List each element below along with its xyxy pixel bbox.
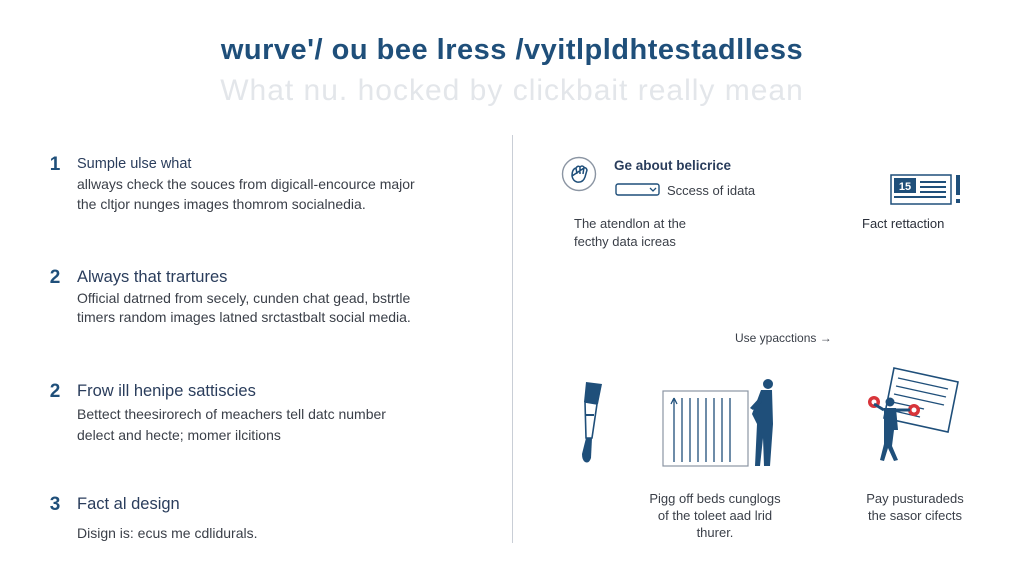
vertical-divider	[512, 135, 513, 543]
caption-line: thurer.	[696, 525, 734, 540]
step-2	[44, 267, 484, 327]
fact-badge-text: 15	[898, 181, 912, 193]
step-text: allways check the souces from digicall-encource major	[77, 176, 415, 192]
step-text: timers random images latned srctastbalt social media.	[77, 309, 411, 325]
bottle-icon	[572, 378, 606, 466]
caption-line: Pay pusturadeds	[866, 491, 964, 506]
caption-line: the sasor cifects	[868, 508, 962, 523]
step-text: Bettect theesirorech of meachers tell datc number	[77, 406, 386, 422]
caption-middle	[640, 491, 790, 540]
step-text: delect and hecte; momer ilcitions	[77, 427, 281, 443]
step-heading: Always that trartures	[77, 268, 228, 286]
hand-icon	[561, 156, 597, 192]
step-number: 3	[49, 494, 61, 515]
step-heading: Sumple ulse what	[77, 156, 192, 172]
dropdown-control[interactable]	[615, 183, 659, 195]
dropdown-icon	[615, 183, 661, 197]
page-title: wurve'/ ou bee lress /vyitlpldhtestadlless	[220, 34, 804, 66]
person-paper-illustration	[864, 364, 960, 464]
attention-text: The atendlon at the	[574, 216, 687, 231]
step-text: Disign is: ecus me cdlidurals.	[77, 525, 258, 541]
fact-label: Fact rettaction	[862, 216, 945, 231]
caption-line: of the toleet aad lrid	[657, 508, 773, 523]
step-text: Official datrned from secely, cunden chat gead, bstrtle	[77, 290, 411, 306]
step-number: 1	[49, 154, 61, 175]
step-number: 2	[49, 267, 61, 288]
step-4	[44, 494, 484, 544]
about-heading: Ge about belicrice	[614, 158, 732, 173]
step-heading: Frow ill henipe sattiscies	[77, 382, 256, 400]
caption-line: Pigg off beds cunglogs	[649, 491, 781, 506]
use-link[interactable]: Use ypacctions →	[735, 331, 832, 345]
step-text: the cltjor nunges images thomrom socialnedia.	[77, 196, 366, 212]
step-heading: Fact al design	[77, 495, 180, 513]
newspaper-icon	[890, 173, 964, 207]
step-number: 2	[49, 381, 61, 402]
step-3	[44, 381, 484, 441]
attention-text: fecthy data icreas	[574, 234, 676, 249]
page-subtitle: What nu. hocked by clickbait really mean	[220, 74, 804, 107]
step-1	[44, 154, 484, 214]
person-chart-illustration	[660, 376, 780, 468]
caption-right	[855, 491, 975, 523]
success-label: Sccess of idata	[667, 183, 756, 198]
